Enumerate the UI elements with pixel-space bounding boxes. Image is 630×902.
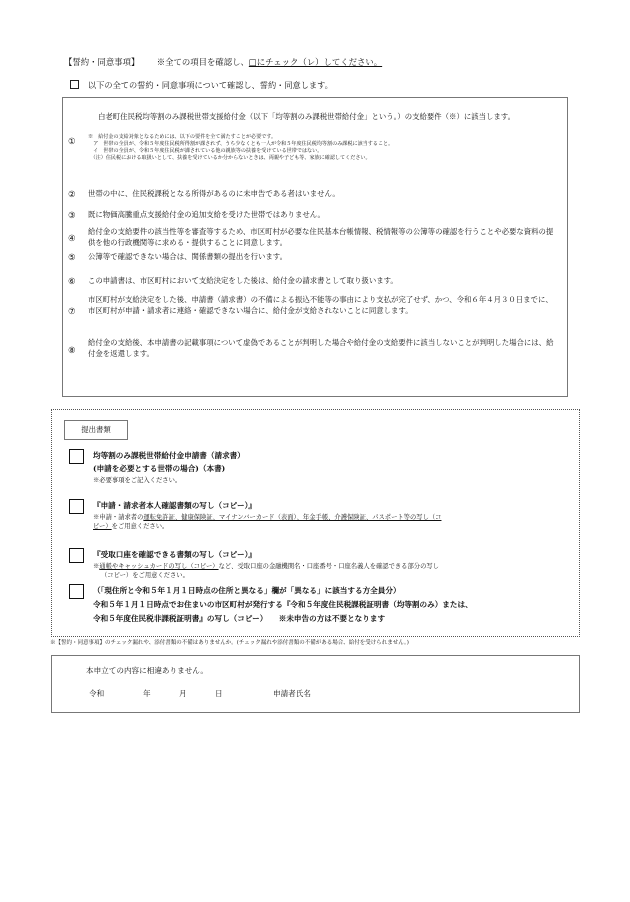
doc-checkbox-application[interactable] [69, 449, 84, 464]
doc-bank-note [93, 563, 563, 580]
applicant-name-label: 申請者氏名 [273, 689, 311, 698]
doc-tax-line2: 令和５年１月１日時点でお住まいの市区町村が発行する『令和５年度住民税課税証明書（均等割のみ）または、 [93, 600, 473, 609]
date-month-label: 月 [179, 689, 187, 698]
doc-checkbox-identity[interactable] [69, 499, 84, 514]
documents-tab: 提出書類 [64, 420, 128, 440]
pledge-number: ⑧ [68, 346, 76, 356]
pledge-number: ⑤ [68, 253, 76, 263]
doc-tax-title: （「現住所と令和５年１月１日時点の住所と異なる」欄が「異なる」に該当する方全員分） [93, 586, 401, 595]
doc-application-title: 均等割のみ課税世帯給付金申請書（請求書） [93, 451, 245, 460]
doc-tax-line3: 令和５年度住民税非課税証明書』の写し（コピー） ※未申告の方は不要となります [93, 614, 386, 623]
pledge-text: 世帯の中に、住民税課税となる所得があるのに未申告である者はいません。 [88, 189, 340, 198]
doc-identity-title: 『申請・請求者本人確認書類の写し（コピー）』 [93, 501, 256, 510]
date-year-label: 年 [143, 689, 151, 698]
pledge-text: 市区町村が支給決定をした後、申請書（請求書）の不備による振込不能等の事由により支払が完了せず、かつ、令和６年４月３０日までに、市区町村が申請・請求者に連絡・確認できない場合に、給付金が支給されないことに同意します。 [88, 295, 553, 315]
pledge-text: 既に物価高騰重点支援給付金の追加支給を受けた世帯ではありません。 [88, 210, 325, 219]
doc-checkbox-tax-certificate[interactable] [69, 584, 84, 599]
agree-all-row[interactable] [70, 80, 333, 92]
pledge-number: ③ [68, 211, 76, 221]
pledge-text: 白老町住民税均等割のみ課税世帯支援給付金（以下「均等割のみ課税世帯給付金」という。）の支給要件（※）に該当します。 [98, 112, 515, 121]
pledge-number: ② [68, 190, 76, 200]
date-era: 令和 [89, 689, 105, 698]
pledge-text: この申請書は、市区町村において支給決定をした後は、給付金の請求書として取り扱います。 [88, 276, 398, 285]
doc-bank-note-prefix: ※ [93, 563, 100, 570]
pledge-text: 給付金の支給要件の該当性等を審査等するため、市区町村が必要な住民基本台帳情報、税情報等の公簿等の確認を行うことや必要な資料の提供を他の行政機関等に求める・提供することに同意します。 [88, 227, 554, 247]
doc-bank-note-underlined: 通帳やキャッシュカードの写し（コピー） [99, 563, 219, 570]
pledge-subnote: ※ 給付金の支給対象となるためには、以下の要件を全て満たすことが必要です。 [88, 134, 277, 140]
date-day-label: 日 [215, 689, 223, 698]
pledge-subnote: イ 世帯の全員が、令和５年度住民税が課されている他の親族等の扶養を受けている世帯ではない。 [88, 147, 323, 154]
doc-bank-note-suffix: など、受取口座の金融機関名・口座番号・口座名義人を確認できる部分の写し [218, 563, 439, 570]
pledge-instruction-underlined: □にチェック（レ）してください。 [248, 57, 383, 67]
pledge-number: ① [68, 137, 76, 147]
doc-identity-note [93, 514, 563, 531]
declaration-box [51, 655, 580, 713]
agree-all-label: 以下の全ての誓約・同意事項について確認し、誓約・同意します。 [88, 80, 333, 90]
pledge-instruction: ※全ての項目を確認し、 [156, 57, 249, 67]
doc-application-subtitle: (申請を必要とする世帯の場合)（本書) [93, 464, 226, 473]
doc-bank-note-line2: （コピー）をご用意ください。 [101, 571, 189, 579]
pledge-number: ④ [68, 234, 76, 244]
doc-identity-note-list: 運転免許証、健康保険証、マイナンバーカード（表面）、年金手帳、介護保険証、パスポート等の写し（コ [143, 514, 442, 521]
doc-checkbox-bank[interactable] [69, 548, 84, 563]
pledge-text: 給付金の支給後、本申請書の記載事項について虚偽であることが判明した場合や給付金の支給要件に該当しないことが判明した場合には、給付金を返還します。 [88, 338, 554, 358]
check-footnote: ※【誓約・同意事項】のチェック漏れや、添付書類の不備はありませんか。(チェック漏れや添付書類の不備がある場合、給付を受けられません。) [50, 640, 409, 646]
pledge-subnotes [88, 134, 560, 162]
pledge-text: 公簿等で確認できない場合は、関係書類の提出を行います。 [88, 252, 287, 261]
doc-identity-note-suffix: をご用意ください。 [111, 522, 169, 530]
pledge-number: ⑥ [68, 277, 76, 287]
agree-all-checkbox[interactable] [70, 80, 79, 89]
doc-identity-note-prefix: ※申請・請求者の [93, 514, 144, 521]
doc-bank-title: 『受取口座を確認できる書類の写し（コピー）』 [93, 550, 256, 559]
doc-application-note: ※必要事項をご記入ください。 [93, 477, 182, 484]
pledge-number: ⑦ [68, 307, 76, 317]
pledge-subnote: （注）住民税における取扱いとして、扶養を受けているか分からないときは、両親や子ども等、家族に確認してください。 [88, 154, 371, 161]
doc-identity-note-list-cont: ピー） [93, 522, 112, 530]
declaration-text: 本申立ての内容に相違ありません。 [86, 666, 208, 675]
pledge-title: 【誓約・同意事項】 [64, 57, 140, 67]
pledge-header [64, 56, 382, 68]
pledge-subnote: ア 世帯の全員が、令和５年度住民税所得割が課されず、うち少なくとも一人が令和５年度住民税均等割のみ課税に該当すること。 [88, 140, 394, 147]
